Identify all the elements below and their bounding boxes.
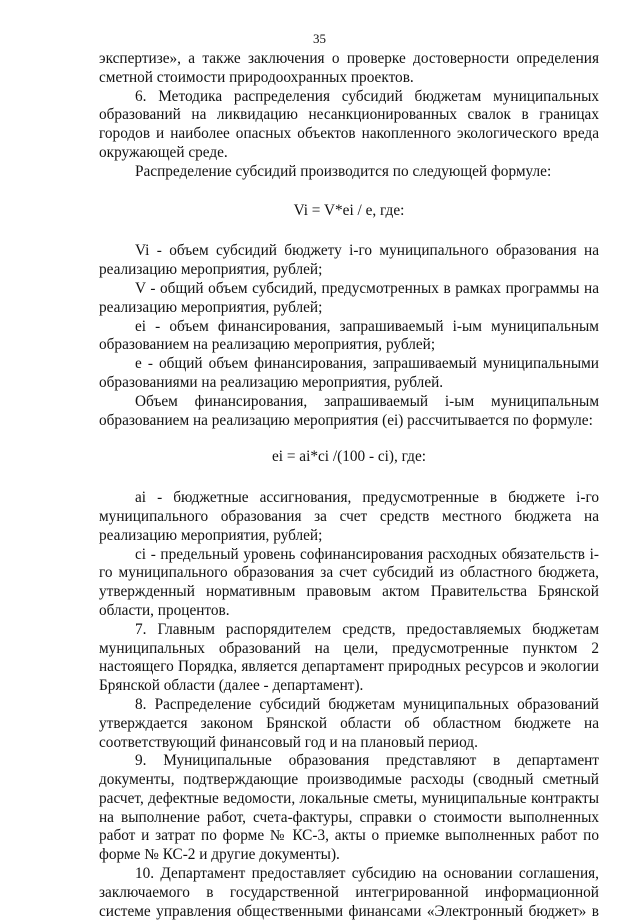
paragraph-section-8: 8. Распределение субсидий бюджетам муниципальных образований утверждается законом Брянской области об областном бюджете на соответствующий финансовый год и на плановый период.: [99, 695, 599, 751]
paragraph-ei-intro: Объем финансирования, запрашиваемый i-ым муниципальным образованием на реализацию мероприятия (ei) рассчитывается по формуле:: [99, 392, 599, 429]
formula-ei: ei = ai*ci /(100 - ci), где:: [271, 448, 426, 466]
formula-vi: Vi = V*ei / e, где:: [293, 201, 405, 219]
paragraph-formula-intro: Распределение субсидий производится по следующей формуле:: [135, 162, 552, 180]
definition-ci: ci - предельный уровень софинансирования расходных обязательств i-го муниципального образования за счет субсидий из областного бюджета, утвержденный нормативным правовым актом Правительства Брянской области, процентов.: [99, 545, 599, 619]
definition-vi: Vi - объем субсидий бюджету i-го муниципального образования на реализацию мероприятия, рублей;: [99, 242, 599, 279]
definition-ai: ai - бюджетные ассигнования, предусмотренные в бюджете i-го муниципального образования за счет средств местного бюджета на реализацию мероприятия, рублей;: [99, 489, 599, 544]
paragraph-continuation: экспертизе», а также заключения о проверке достоверности определения сметной стоимости природоохранных проектов.: [99, 50, 599, 86]
paragraph-section-7: 7. Главным распорядителем средств, предоставляемых бюджетам муниципальных образований на цели, предусмотренные пунктом 2 настоящего Порядка, является департамент природных ресурсов и экологии Брянской области (далее - департамент).: [99, 620, 599, 695]
paragraph-section-10: 10. Департамент предоставляет субсидию на основании соглашения, заключаемого в государственной интегрированной информационной системе управления общественными финансами «Электронный бюджет» в: [99, 865, 599, 920]
document-body: [99, 50, 599, 921]
paragraph-section-9: 9. Муниципальные образования представляют в департамент документы, подтверждающие производимые расходы (сводный сметный расчет, дефектные ведомости, локальные сметы, муниципальные контракты на выполнение работ, счета-фактуры, справки о стоимости выполненных работ и затрат по форме № КС-3, акты о приемке выполненных работ по форме № КС-2 и другие документы).: [99, 752, 599, 864]
definition-ei: ei - объем финансирования, запрашиваемый i-ым муниципальным образованием на реализацию мероприятия, рублей;: [99, 317, 599, 354]
definition-e: e - общий объем финансирования, запрашиваемый муниципальными образованиями на реализацию мероприятия, рублей.: [99, 355, 599, 391]
definition-v: V - общий объем субсидий, предусмотренных в рамках программы на реализацию мероприятия, рублей;: [99, 279, 599, 316]
paragraph-section-6: 6. Методика распределения субсидий бюджетам муниципальных образований на ликвидацию несанкционированных свалок в границах городов и наиболее опасных объектов накопленного экологического вреда окружающей среде.: [99, 87, 599, 161]
page-number: 35: [313, 31, 326, 46]
